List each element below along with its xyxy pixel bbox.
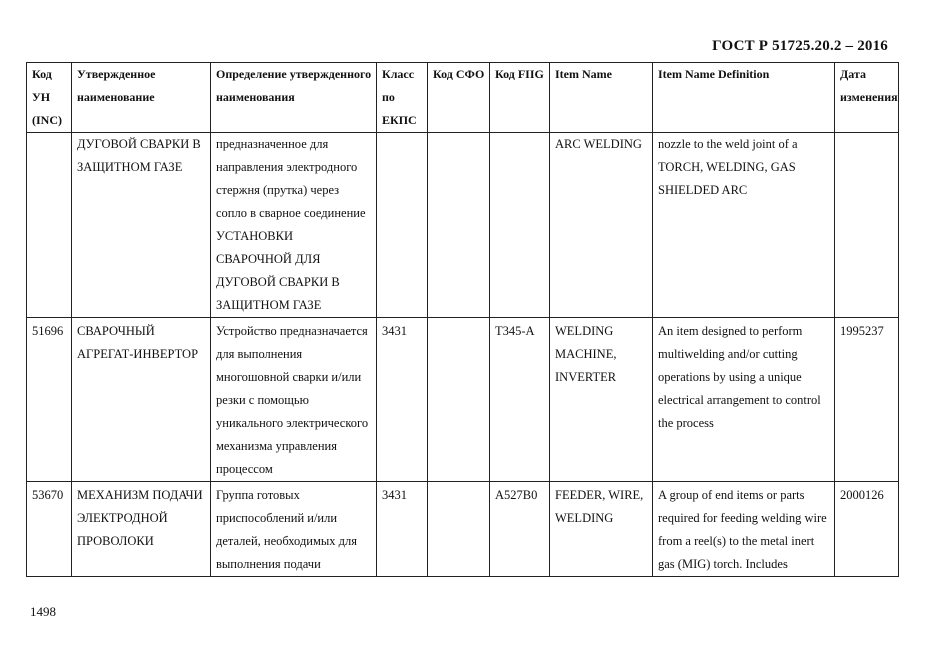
cell-definition: Устройство предназначается для выполнения многошовной сварки и/или резки с помощью уникального электрического механизма управления процессом [211,318,377,482]
cell-sfo [428,318,490,482]
cell-inc: 53670 [27,482,72,577]
cell-item-name-definition: A group of end items or parts required for feeding welding wire from a reel(s) to the metal inert gas (MIG) torch. Includes [653,482,835,577]
column-header-sfo: Код СФО [428,63,490,133]
cell-inc [27,133,72,318]
table-row [27,318,899,482]
cell-item-name: ARC WELDING [550,133,653,318]
cell-class: 3431 [377,318,428,482]
column-header-class: Класс по ЕКПС [377,63,428,133]
table-row [27,133,899,318]
table-row [27,482,899,577]
cell-item-name-definition: nozzle to the weld joint of a TORCH, WELDING, GAS SHIELDED ARC [653,133,835,318]
cell-fiig: A527B0 [490,482,550,577]
cell-change-date: 2000126 [835,482,899,577]
cell-approved-name: СВАРОЧНЫЙ АГРЕГАТ-ИНВЕРТОР [72,318,211,482]
cell-change-date: 1995237 [835,318,899,482]
cell-approved-name: МЕХАНИЗМ ПОДАЧИ ЭЛЕКТРОДНОЙ ПРОВОЛОКИ [72,482,211,577]
cell-fiig: T345-A [490,318,550,482]
cell-change-date [835,133,899,318]
catalog-table [26,62,899,577]
column-header-definition: Определение утвержденного наименования [211,63,377,133]
cell-inc: 51696 [27,318,72,482]
column-header-approved-name: Утвержденное наименование [72,63,211,133]
cell-class [377,133,428,318]
cell-class: 3431 [377,482,428,577]
column-header-item-name-definition: Item Name Definition [653,63,835,133]
page-number: 1498 [30,604,56,619]
cell-item-name: WELDING MACHINE, INVERTER [550,318,653,482]
column-header-inc: Код УН (INC) [27,63,72,133]
cell-approved-name: ДУГОВОЙ СВАРКИ В ЗАЩИТНОМ ГАЗЕ [72,133,211,318]
cell-item-name-definition: An item designed to perform multiwelding and/or cutting operations by using a unique electrical arrangement to control the process [653,318,835,482]
cell-definition: предназначенное для направления электродного стержня (прутка) через сопло в сварное соединение УСТАНОВКИ СВАРОЧНОЙ ДЛЯ ДУГОВОЙ СВАРКИ В ЗАЩИТНОМ ГАЗЕ [211,133,377,318]
column-header-change-date: Дата изменения [835,63,899,133]
cell-sfo [428,133,490,318]
column-header-item-name: Item Name [550,63,653,133]
cell-sfo [428,482,490,577]
cell-item-name: FEEDER, WIRE, WELDING [550,482,653,577]
column-header-fiig: Код FIIG [490,63,550,133]
document-title: ГОСТ Р 51725.20.2 – 2016 [712,38,888,54]
table-header-row [27,63,899,133]
cell-fiig [490,133,550,318]
cell-definition: Группа готовых приспособлений и/или деталей, необходимых для выполнения подачи [211,482,377,577]
